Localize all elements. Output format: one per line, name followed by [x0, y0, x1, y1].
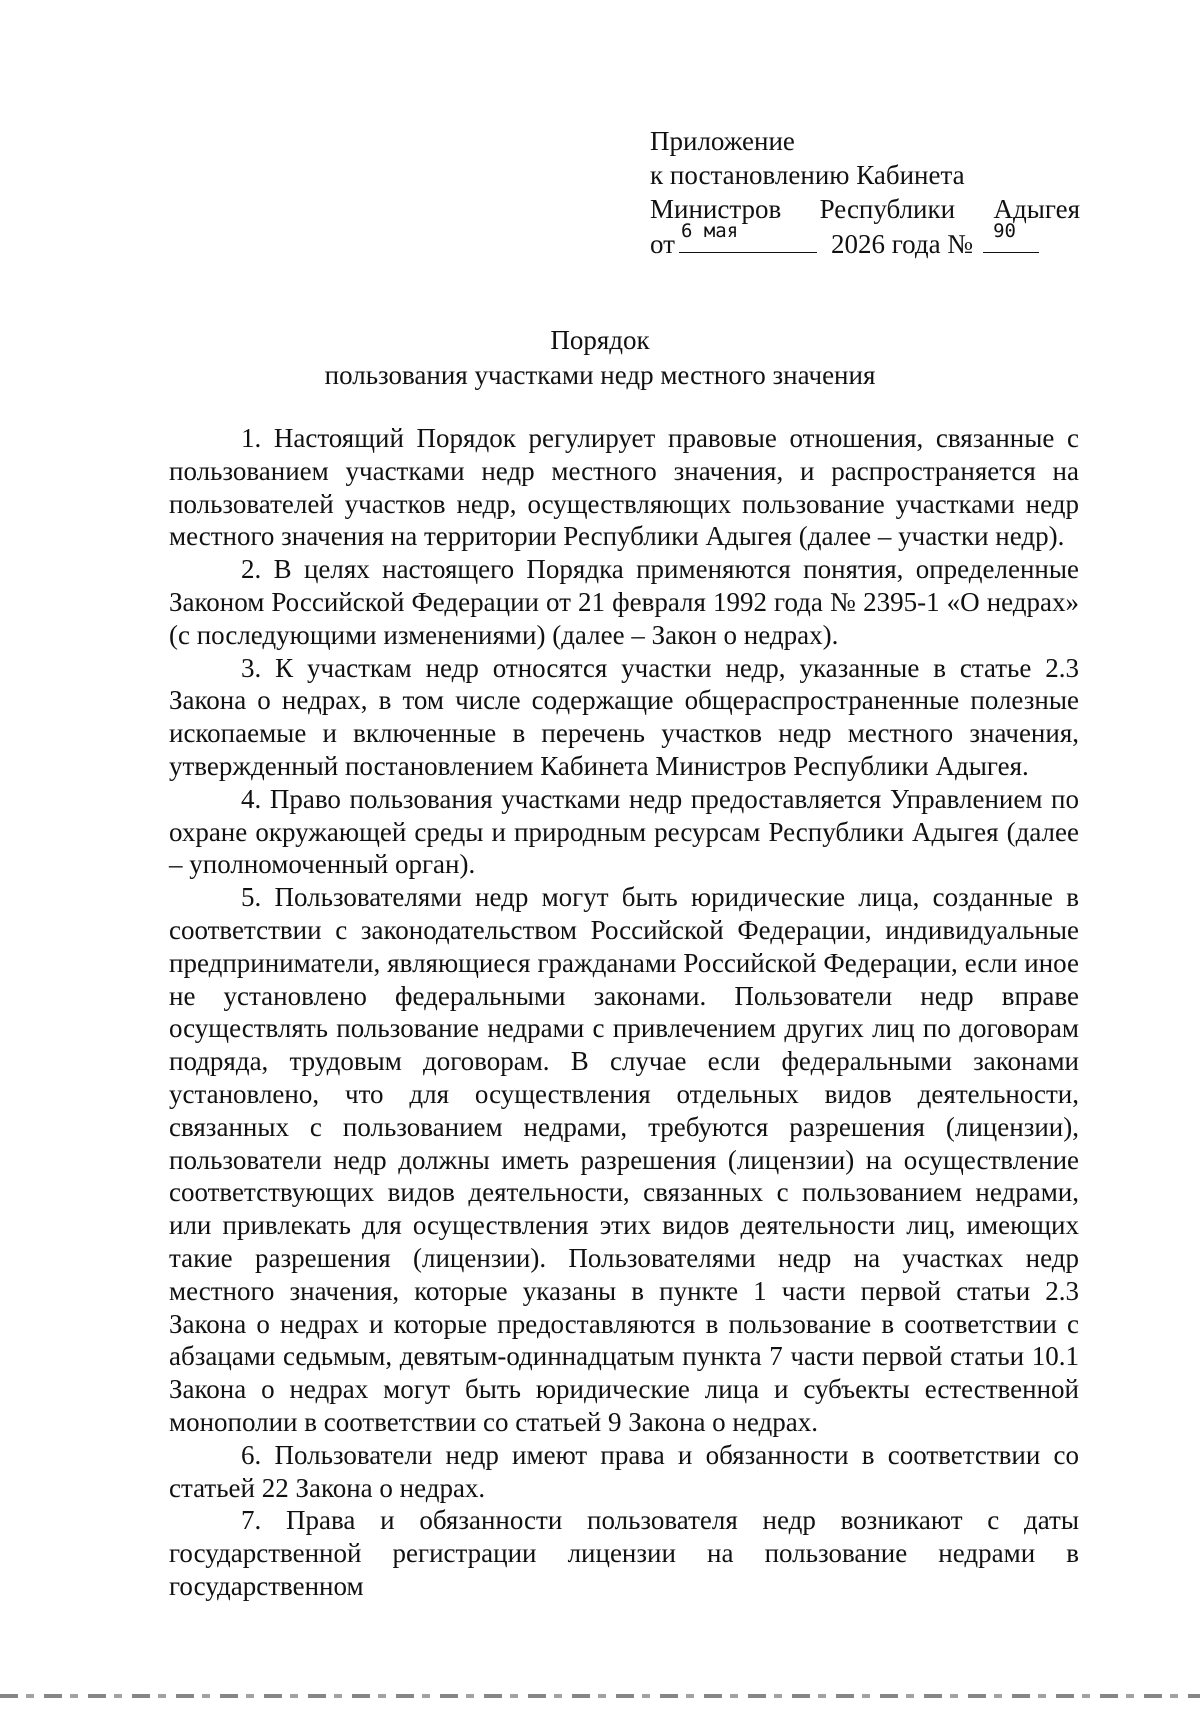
document-title: Порядок	[550, 325, 650, 355]
paragraph-4: 4. Право пользования участками недр предоставляется Управлением по охране окружающей среды и природным ресурсам Республики Адыгея (далее – уполномоченный орган).	[169, 783, 1079, 880]
appendix-header	[650, 124, 1080, 261]
appendix-word-ministers: Министров	[650, 194, 782, 224]
paragraph-5: 5. Пользователями недр могут быть юридические лица, созданные в соответствии с законодательством Российской Федерации, индивидуальные предприниматели, являющиеся гражданами Российской Федерации, если иное не установлено федеральными законами. Пользователи недр вправе осуществлять пользование недрами с привлечением других лиц по договорам подряда, трудовым договорам. В случае если федеральными законами установлено, что для осуществления отдельных видов деятельности, связанных с пользованием недрами, требуются разрешения (лицензии), пользователи недр должны иметь разрешения (лицензии) на осуществление соответствующих видов деятельности, связанных с пользованием недрами, или привлекать для осуществления этих видов деятельности лиц, имеющих такие разрешения (лицензии). Пользователями недр на участках недр местного значения, которые указаны в пункте 1 части первой статьи 2.3 Закона о недрах и которые предоставляются в пользование в соответствии с абзацами седьмым, девятым-одиннадцатым пункта 7 части первой статьи 10.1 Закона о недрах могут быть юридические лица и субъекты естественной монополии в соответствии со статьей 9 Закона о недрах.	[169, 882, 1079, 1437]
handwritten-date: 6 мая	[680, 220, 739, 242]
year-number-label: 2026 года №	[830, 229, 974, 259]
appendix-word-adygea: Адыгея	[993, 194, 1080, 224]
handwritten-number: 90	[993, 220, 1016, 242]
appendix-date-line	[650, 220, 1080, 261]
scan-artifact-edge	[0, 1694, 1200, 1698]
document-subtitle: пользования участками недр местного значения	[324, 360, 876, 390]
paragraph-1: 1. Настоящий Порядок регулирует правовые отношения, связанные с пользованием участками недр местного значения, и распространяется на пользователей участков недр, осуществляющих пользование участками недр местного значения на территории Республики Адыгея (далее – участки недр).	[169, 423, 1079, 552]
number-blank	[983, 220, 1039, 253]
appendix-word-republic: Республики	[819, 194, 956, 224]
document-body	[169, 422, 1079, 1603]
date-prefix: от	[650, 229, 675, 259]
paragraph-6: 6. Пользователи недр имеют права и обязанности в соответствии со статьей 22 Закона о недрах.	[169, 1439, 1079, 1503]
paragraph-7: 7. Права и обязанности пользователя недр возникают с даты государственной регистрации лицензии на пользование недрами в государственном	[169, 1505, 1079, 1601]
date-blank	[679, 220, 817, 253]
paragraph-2: 2. В целях настоящего Порядка применяются понятия, определенные Законом Российской Федерации от 21 февраля 1992 года № 2395-1 «О недрах» (с последующими изменениями) (далее – Закон о недрах).	[169, 554, 1079, 650]
appendix-label: Приложение	[650, 126, 795, 156]
paragraph-3: 3. К участкам недр относятся участки недр, указанные в статье 2.3 Закона о недрах, в том числе содержащие общераспространенные полезные ископаемые и включенные в перечень участков недр местного значения, утвержденный постановлением Кабинета Министров Республики Адыгея.	[169, 652, 1079, 781]
appendix-resolution-line: к постановлению Кабинета	[650, 160, 965, 190]
